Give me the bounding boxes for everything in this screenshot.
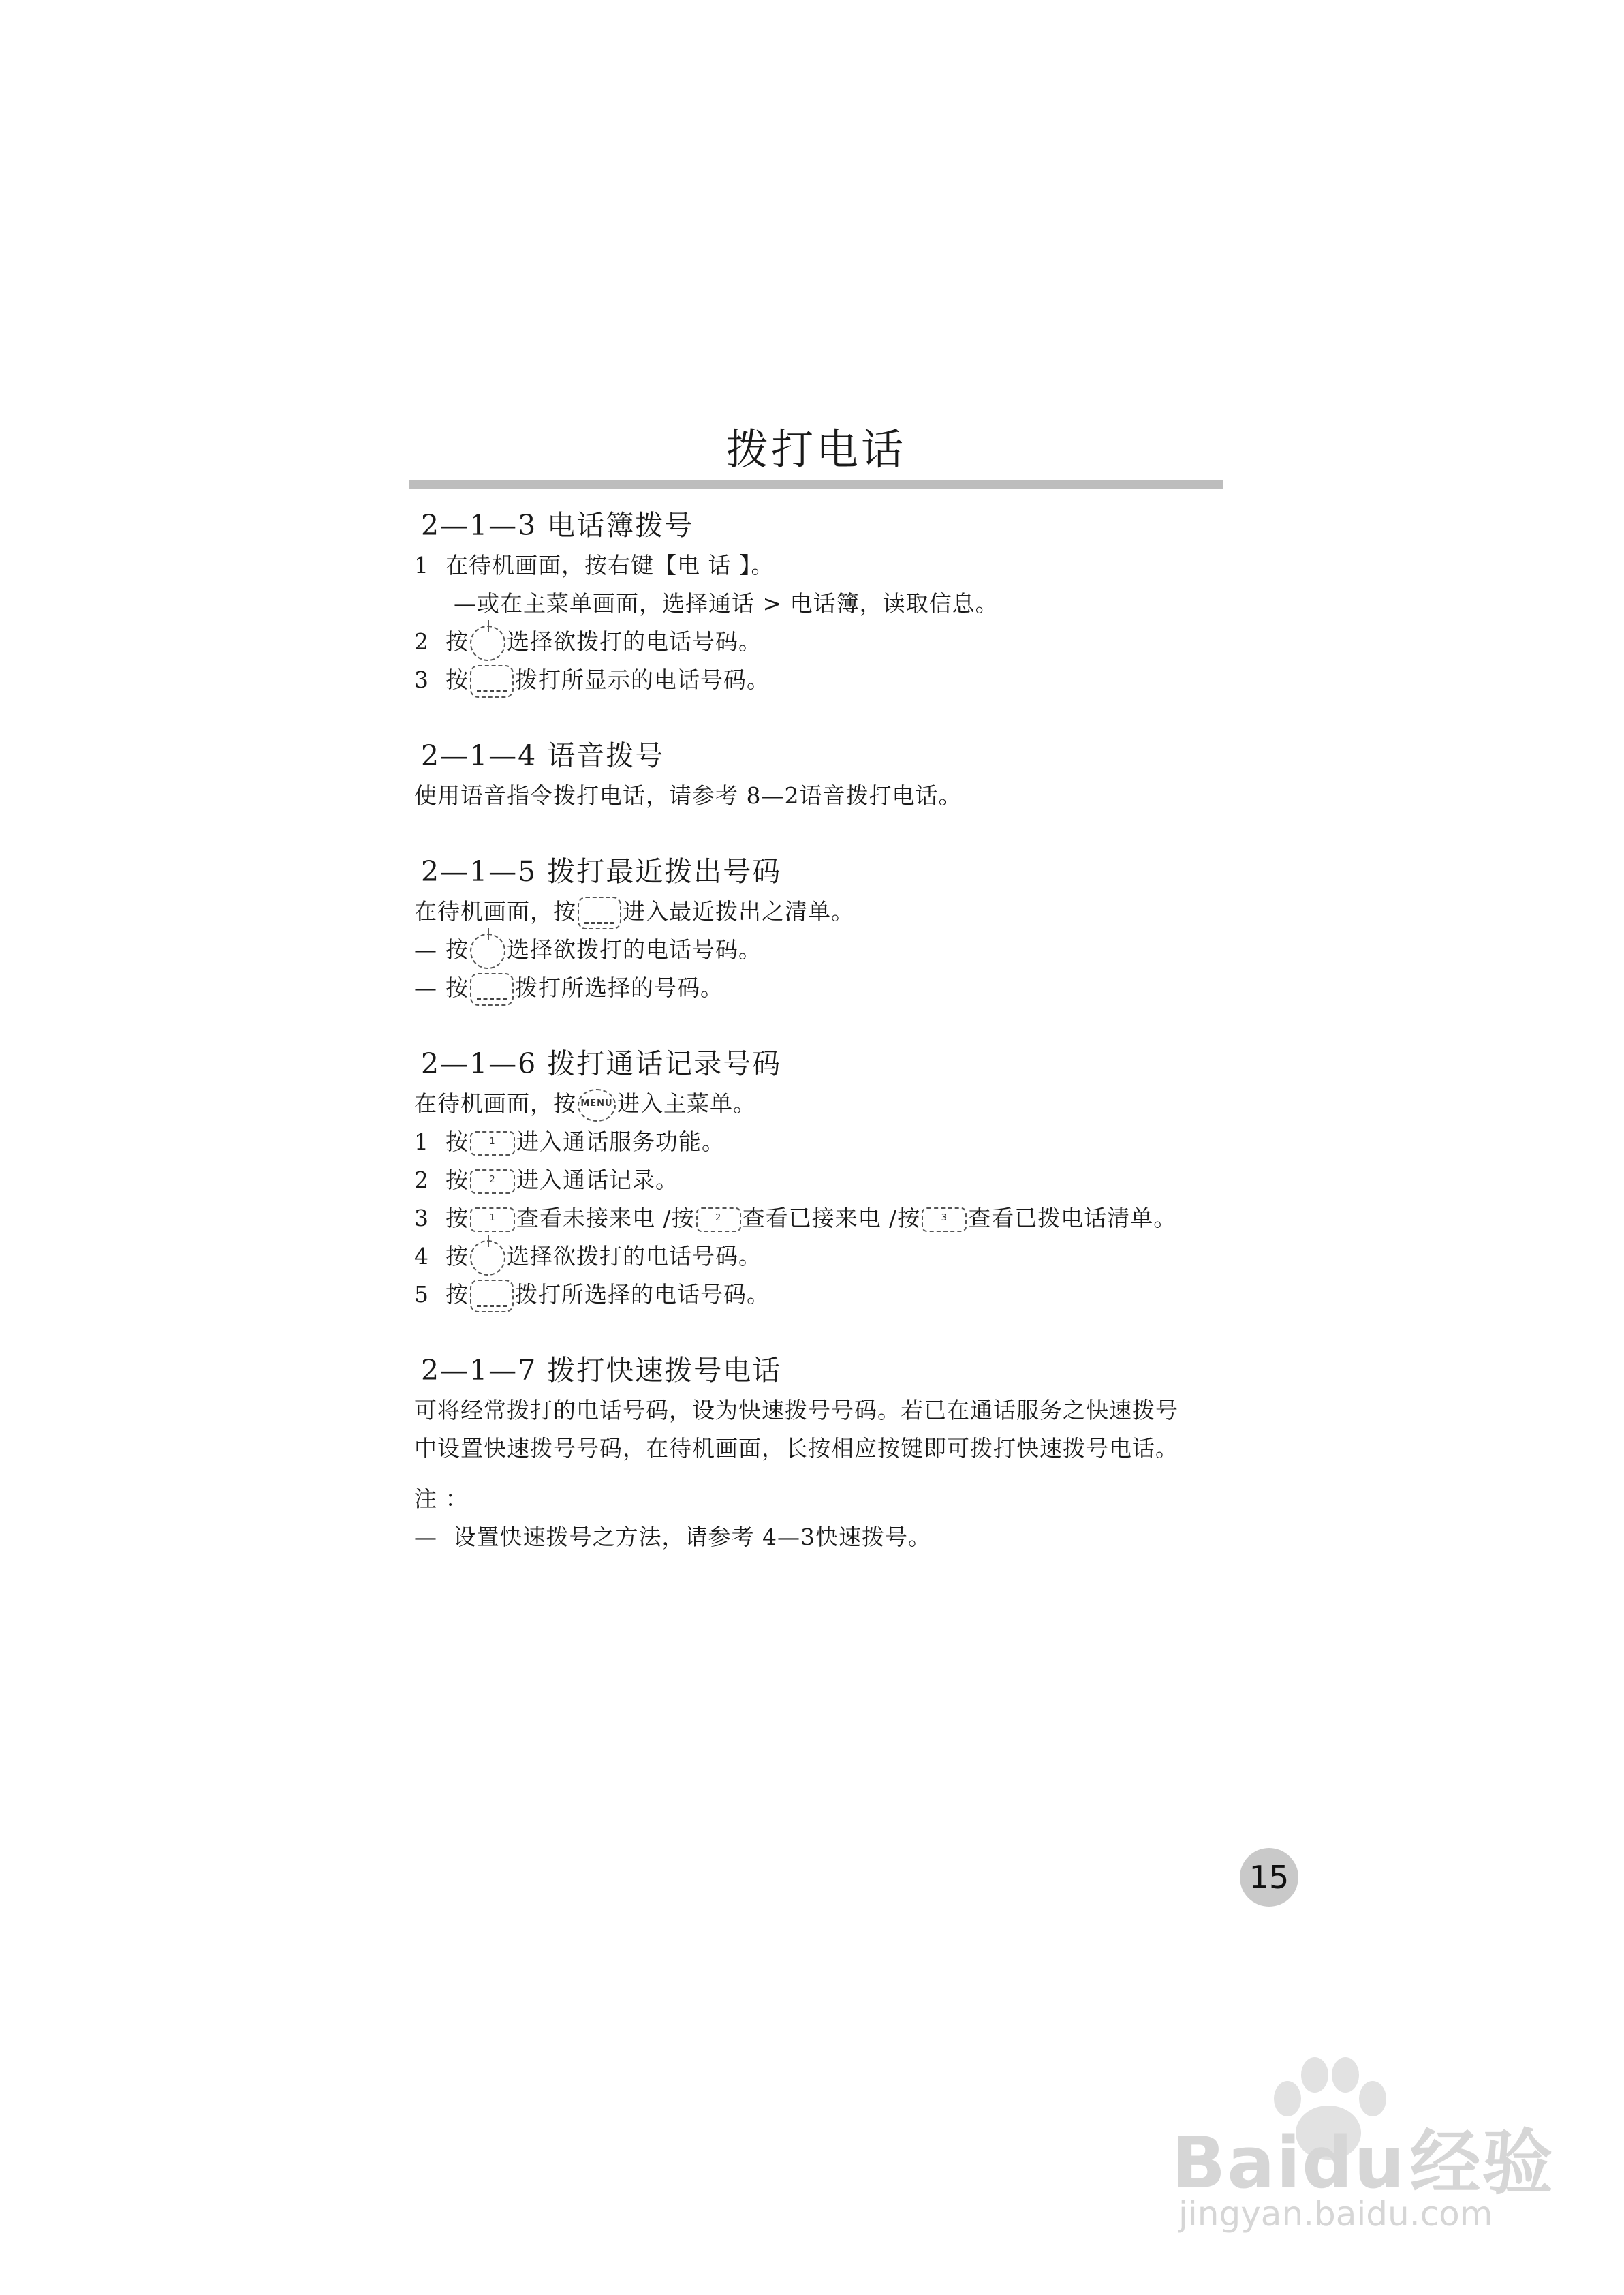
section-1 [414,504,1245,699]
line-text: 在待机画面，按右键【电 话 】。 [446,552,775,579]
number-key-icon: 2 [470,1169,515,1194]
line-number: 5 [414,1281,429,1308]
line-number: 1 [414,552,429,579]
line-text: 按 [446,936,469,963]
line-text: 进入最近拨出之清单。 [623,898,854,925]
number-key-icon: 2 [696,1207,741,1232]
number-key-icon: 3 [922,1207,967,1232]
text-line [414,1276,1245,1314]
text-line [414,777,1245,815]
text-line [414,1480,1245,1518]
line-text: 按 [446,666,469,693]
line-text: 按 [446,974,469,1001]
line-text: 中设置快速拨号号码，在待机画面，长按相应按键即可拨打快速拨号电话。 [414,1435,1178,1462]
section-heading: 2—1—7 拨打快速拨号电话 [421,1354,782,1387]
text-line [414,546,1245,585]
line-text: 使用语音指令拨打电话，请参考 8—2语音拨打电话。 [414,782,962,809]
line-text: 选择欲拨打的电话号码。 [507,628,762,655]
line-text: 进入通话服务功能。 [516,1128,725,1155]
watermark-logo: Baidu经验 [1172,2121,1555,2204]
line-text: 按 [446,1205,469,1231]
section-5 [414,1349,1245,1556]
line-text: 按 [446,1128,469,1155]
call-key-icon [470,665,514,698]
line-text: 设置快速拨号之方法，请参考 4—3快速拨号。 [446,1524,931,1550]
call-key-icon [578,897,621,929]
page-title: 拨打电话 [725,425,906,474]
line-text: 拨打所显示的电话号码。 [515,666,770,693]
number-key-icon: 1 [470,1131,515,1156]
section-heading: 2—1—6 拨打通话记录号码 [421,1047,782,1080]
section-heading: 2—1—5 拨打最近拨出号码 [421,855,782,888]
line-text: 选择欲拨打的电话号码。 [507,936,762,963]
section-heading: 2—1—4 语音拨号 [421,739,665,772]
line-number: 2 [414,1167,429,1193]
line-number: — [414,936,437,963]
menu-key-icon: MENU [578,1089,616,1122]
line-text: 注 ： [414,1485,469,1512]
line-text: 查看已接来电 /按 [742,1205,921,1231]
watermark-url: jingyan.baidu.com [1178,2194,1493,2234]
call-key-icon [470,973,514,1006]
text-line [414,1123,1245,1161]
nav-key-icon [470,626,505,661]
section-3 [414,850,1245,1007]
line-text: —或在主菜单画面，选择通话 > 电话簿，读取信息。 [454,590,999,617]
nav-key-icon [470,934,505,969]
text-line [414,1161,1245,1199]
text-line [414,1237,1245,1276]
line-text: 进入主菜单。 [617,1090,756,1117]
line-text: 按 [446,1281,469,1308]
text-line [414,1518,1245,1556]
section-4 [414,1043,1245,1314]
line-number: 1 [414,1128,429,1155]
line-text: 可将经常拨打的电话号码，设为快速拨号号码。若已在通话服务之快速拨号 [414,1397,1178,1423]
text-line [414,1391,1245,1430]
line-text: 查看未接来电 /按 [516,1205,695,1231]
number-key-icon: 1 [470,1207,515,1232]
line-text: 在待机画面，按 [414,1090,576,1117]
spacer [414,1468,1245,1480]
text-line [414,893,1245,931]
text-line [414,661,1245,699]
content [414,504,1245,1592]
line-number: 4 [414,1243,429,1269]
call-key-icon [470,1280,514,1312]
section-heading: 2—1—3 电话簿拨号 [421,509,694,542]
nav-key-icon [470,1240,505,1276]
line-number: 3 [414,666,429,693]
line-number: — [414,974,437,1001]
line-text: 查看已拨电话清单。 [968,1205,1177,1231]
line-text: 按 [446,1243,469,1269]
text-line [414,1085,1245,1123]
line-text: 进入通话记录。 [516,1167,678,1193]
line-number: 3 [414,1205,429,1231]
baidu-watermark [1158,2051,1594,2255]
line-text: 选择欲拨打的电话号码。 [507,1243,762,1269]
text-line [414,585,1245,623]
line-number: 2 [414,628,429,655]
line-text: 在待机画面，按 [414,898,576,925]
text-line [414,1430,1245,1468]
section-2 [414,735,1245,815]
text-line [414,931,1245,969]
title-rule [409,480,1223,489]
text-line [414,1199,1245,1237]
line-text: 按 [446,628,469,655]
line-text: 拨打所选择的号码。 [515,974,723,1001]
line-text: 按 [446,1167,469,1193]
page-number: 15 [1240,1848,1298,1907]
line-text: 拨打所选择的电话号码。 [515,1281,770,1308]
text-line [414,969,1245,1007]
line-number: — [414,1524,437,1550]
text-line [414,623,1245,661]
